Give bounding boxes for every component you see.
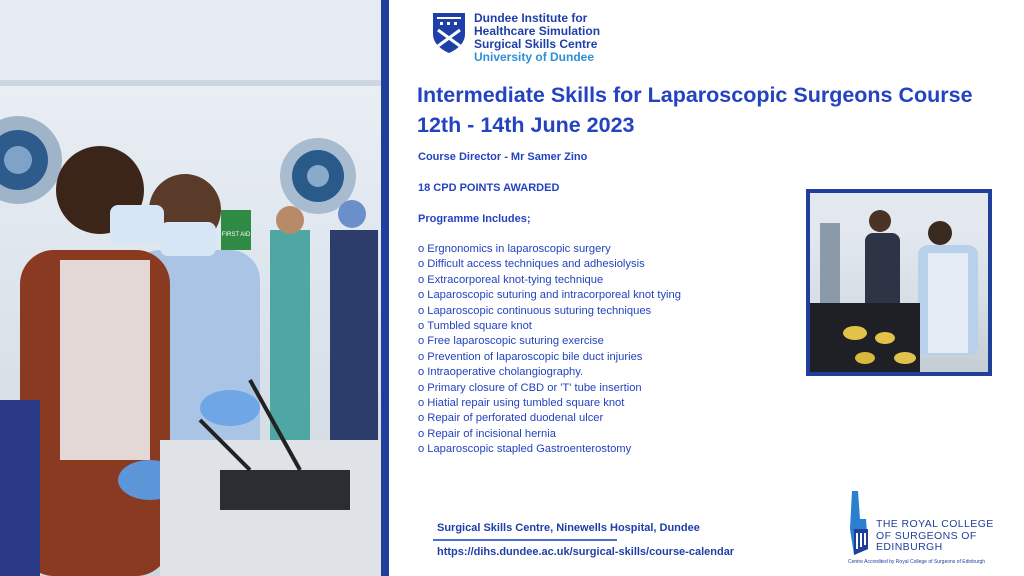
rcs-crest-icon: [848, 489, 874, 557]
right-training-photo: [806, 189, 992, 376]
course-calendar-link[interactable]: https://dihs.dundee.ac.uk/surgical-skills/course-calendar: [437, 546, 735, 558]
list-item: o Ergnonomics in laparoscopic surgery: [418, 243, 611, 255]
svg-text:FIRST AID: FIRST AID: [221, 232, 251, 238]
rcs-line-2: OF SURGEONS OF: [876, 529, 977, 542]
course-dates: 12th - 14th June 2023: [417, 113, 635, 137]
bullet-icon: o: [418, 350, 425, 363]
bullet-icon: o: [418, 243, 425, 255]
course-title-line-1: Intermediate Skills for Laparoscopic Surgeons Course: [417, 83, 973, 107]
divider-line: [433, 539, 617, 541]
programme-list: [418, 242, 681, 458]
training-photo-illustration: [810, 193, 988, 372]
list-item: o Repair of perforated duodenal ulcer: [418, 412, 604, 425]
logo-line-1: Dundee Institute for: [474, 11, 588, 25]
logo-line-2: Healthcare Simulation: [474, 24, 601, 38]
rcs-edinburgh-logo: [848, 489, 1018, 571]
university-shield-icon: [432, 12, 466, 54]
list-item: o Primary closure of CBD or 'T' tube insertion: [418, 381, 642, 394]
rcs-line-1: THE ROYAL COLLEGE: [876, 518, 994, 530]
bullet-icon: o: [418, 258, 425, 271]
course-director: Course Director - Mr Samer Zino: [418, 151, 588, 163]
rcs-line-3: EDINBURGH: [876, 541, 943, 553]
bullet-icon: o: [418, 289, 425, 302]
bullet-icon: o: [418, 335, 425, 348]
bullet-icon: o: [418, 443, 425, 456]
list-item: o Laparoscopic stapled Gastroenterostomy: [418, 443, 632, 456]
list-item: o Extracorporeal knot-tying technique: [418, 273, 604, 286]
dihs-logo: [432, 12, 600, 64]
bullet-icon: o: [418, 320, 425, 333]
list-item: o Intraoperative cholangiography.: [418, 366, 584, 379]
list-item: o Laparoscopic suturing and intracorporeal knot tying: [418, 289, 681, 302]
list-item: o Difficult access techniques and adhesiolysis: [418, 258, 645, 271]
bullet-icon: o: [418, 273, 425, 286]
cpd-points: 18 CPD POINTS AWARDED: [418, 182, 560, 194]
venue-text: Surgical Skills Centre, Ninewells Hospital, Dundee: [437, 522, 700, 534]
bullet-icon: o: [418, 412, 425, 425]
course-title: [417, 80, 973, 140]
list-item: o Laparoscopic continuous suturing techniques: [418, 304, 652, 317]
left-training-photo: [0, 0, 381, 576]
bullet-icon: o: [418, 304, 425, 317]
rcs-accreditation-text: Centre Accredited by Royal College of Surgeons of Edinburgh: [848, 559, 986, 565]
left-photo-border: [381, 0, 389, 576]
list-item: o Free laparoscopic suturing exercise: [418, 335, 604, 348]
programme-heading: Programme Includes;: [418, 213, 531, 225]
bullet-icon: o: [418, 366, 425, 379]
list-item: o Prevention of laparoscopic bile duct injuries: [418, 350, 643, 363]
logo-line-4: University of Dundee: [474, 50, 595, 64]
training-scene-illustration: [0, 0, 381, 576]
bullet-icon: o: [418, 381, 425, 394]
list-item: o Hiatial repair using tumbled square knot: [418, 397, 625, 410]
list-item: o Repair of incisional hernia: [418, 427, 556, 440]
bullet-icon: o: [418, 397, 425, 410]
bullet-icon: o: [418, 427, 425, 440]
list-item: o Tumbled square knot: [418, 320, 532, 333]
logo-line-3: Surgical Skills Centre: [474, 37, 598, 51]
